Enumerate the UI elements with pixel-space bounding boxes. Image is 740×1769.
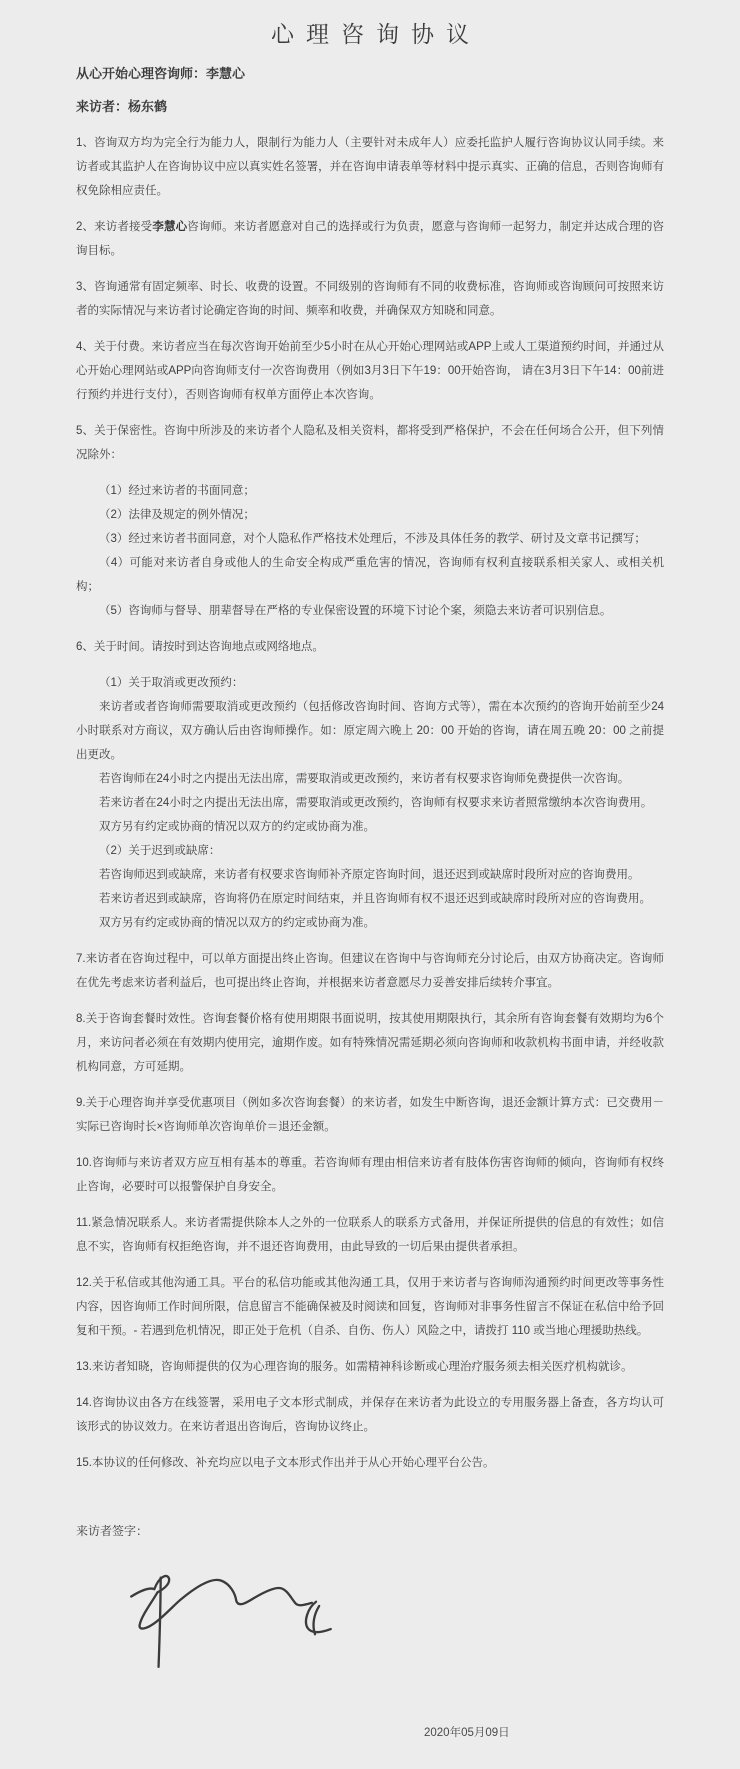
- paragraph-5: 5、关于保密性。咨询中所涉及的来访者个人隐私及相关资料，都将受到严格保护，不会在任何场合公开，但下列情况除外：: [76, 425, 664, 461]
- paragraph-15: 若来访者在24小时之内提出无法出席，需要取消或更改预约，咨询师有权要求来访者照常缴纳本次咨询费用。: [99, 797, 653, 809]
- paragraph-4: 4、关于付费。来访者应当在每次咨询开始前至少5小时在从心开始心理网站或APP上或人工渠道预约时间，并通过从心开始心理网站或APP向咨询师支付一次咨询费用（例如3月3日下午19：00开始咨询， 请在3月3日下午14：00前进行预约并进行支付），否则咨询师有权单方面停止本次咨询。: [76, 341, 664, 401]
- paragraph-16: 双方另有约定或协商的情况以双方的约定或协商为准。: [99, 821, 375, 833]
- paragraph-28: 14.咨询协议由各方在线签署，采用电子文本形式制成，并保存在来访者为此设立的专用服务器上备查，各方均认可该形式的协议效力。在来访者退出咨询后，咨询协议终止。: [76, 1397, 664, 1433]
- paragraph-29: 15.本协议的任何修改、补充均应以电子文本形式作出并于从心开始心理平台公告。: [76, 1457, 495, 1469]
- paragraph-22: 8.关于咨询套餐时效性。咨询套餐价格有使用期限书面说明，按其使用期限执行，其余所有咨询套餐有效期均为6个月，来访问者必须在有效期内使用完，逾期作废。如有特殊情况需延期必须向咨询师和收款机构书面申请，并经收款机构同意，方可延期。: [76, 1013, 664, 1073]
- paragraph-7: （2）法律及规定的例外情况；: [99, 509, 255, 521]
- paragraph-25: 11.紧急情况联系人。来访者需提供除本人之外的一位联系人的联系方式备用，并保证所提供的信息的有效性；如信息不实，咨询师有权拒绝咨询，并不退还咨询费用，由此导致的一切后果由提供者承担。: [76, 1217, 664, 1253]
- paragraph-14: 若咨询师在24小时之内提出无法出席，需要取消或更改预约，来访者有权要求咨询师免费提供一次咨询。: [99, 773, 630, 785]
- paragraph-13: 来访者或者咨询师需要取消或更改预约（包括修改咨询时间、咨询方式等），需在本次预约的咨询开始前至少24小时联系对方商议，双方确认后由咨询师操作。如：原定周六晚上 20：00 开始的咨询，请在周五晚 20：00 之前提出更改。: [76, 701, 664, 761]
- paragraph-9: （4）可能对来访者自身或他人的生命安全构成严重危害的情况，咨询师有权利直接联系相关家人、或相关机构；: [76, 557, 664, 593]
- paragraph-10: （5）咨询师与督导、朋辈督导在严格的专业保密设置的环境下讨论个案，须隐去来访者可识别信息。: [99, 605, 612, 617]
- paragraph-18: 若咨询师迟到或缺席，来访者有权要求咨询师补齐原定咨询时间，退还迟到或缺席时段所对应的咨询费用。: [99, 869, 640, 881]
- paragraph-24: 10.咨询师与来访者双方应互相有基本的尊重。若咨询师有理由相信来访者有肢体伤害咨询师的倾向，咨询师有权终止咨询，必要时可以报警保护自身安全。: [76, 1157, 664, 1193]
- paragraph-11: 6、关于时间。请按时到达咨询地点或网络地点。: [76, 641, 324, 653]
- page-title: 心理咨询协议: [271, 21, 481, 47]
- paragraph-2: 2、来访者接受李慧心咨询师。来访者愿意对自己的选择或行为负责，愿意与咨询师一起努力，制定并达成合理的咨询目标。: [76, 221, 665, 257]
- client-name-line: 来访者：杨东鹤: [76, 99, 168, 114]
- paragraph-8: （3）经过来访者书面同意，对个人隐私作严格技术处理后，不涉及具体任务的教学、研讨及文章书记撰写；: [99, 533, 646, 545]
- counselor-name-line: 从心开始心理咨询师：李慧心: [76, 66, 246, 81]
- paragraph-17: （2）关于迟到或缺席：: [99, 845, 221, 857]
- paragraph-23: 9.关于心理咨询并享受优惠项目（例如多次咨询套餐）的来访者，如发生中断咨询，退还金额计算方式：已交费用－实际已咨询时长×咨询师单次咨询单价＝退还金额。: [76, 1097, 664, 1133]
- handwritten-signature: [126, 1565, 336, 1670]
- paragraph-3: 3、咨询通常有固定频率、时长、收费的设置。不同级别的咨询师有不同的收费标准，咨询师或咨询顾问可按照来访者的实际情况与来访者讨论确定咨询的时间、频率和收费，并确保双方知晓和同意。: [76, 281, 664, 317]
- signature-area: [126, 1565, 336, 1670]
- agreement-body: [76, 131, 664, 1475]
- paragraph-19: 若来访者迟到或缺席，咨询将仍在原定时间结束，并且咨询师有权不退还迟到或缺席时段所对应的咨询费用。: [99, 893, 651, 905]
- document-date: 2020年05月09日: [424, 1727, 510, 1739]
- paragraph-1: 1、咨询双方均为完全行为能力人，限制行为能力人（主要针对未成年人）应委托监护人履行咨询协议认同手续。来访者或其监护人在咨询协议中应以真实姓名签署，并在咨询申请表单等材料中提示真实、正确的信息，否则咨询师有权免除相应责任。: [76, 137, 664, 197]
- paragraph-12: （1）关于取消或更改预约：: [99, 677, 244, 689]
- paragraph-20: 双方另有约定或协商的情况以双方的约定或协商为准。: [99, 917, 375, 929]
- paragraph-21: 7.来访者在咨询过程中，可以单方面提出终止咨询。但建议在咨询中与咨询师充分讨论后，由双方协商决定。咨询师在优先考虑来访者利益后，也可提出终止咨询，并根据来访者意愿尽力妥善安排后续转介事宜。: [76, 953, 664, 989]
- paragraph-6: （1）经过来访者的书面同意；: [99, 485, 255, 497]
- signature-label: 来访者签字：: [76, 1524, 149, 1538]
- paragraph-27: 13.来访者知晓，咨询师提供的仅为心理咨询的服务。如需精神科诊断或心理治疗服务须去相关医疗机构就诊。: [76, 1361, 633, 1373]
- paragraph-26: 12.关于私信或其他沟通工具。平台的私信功能或其他沟通工具，仅用于来访者与咨询师沟通预约时间更改等事务性内容，因咨询师工作时间所限，信息留言不能确保被及时阅读和回复，咨询师对非事务性留言不保证在私信中给予回复和干预。- 若遇到危机情况，即正处于危机（自杀、自伤、伤人）风险之中，请拨打 110 或当地心理援助热线。: [76, 1277, 664, 1337]
